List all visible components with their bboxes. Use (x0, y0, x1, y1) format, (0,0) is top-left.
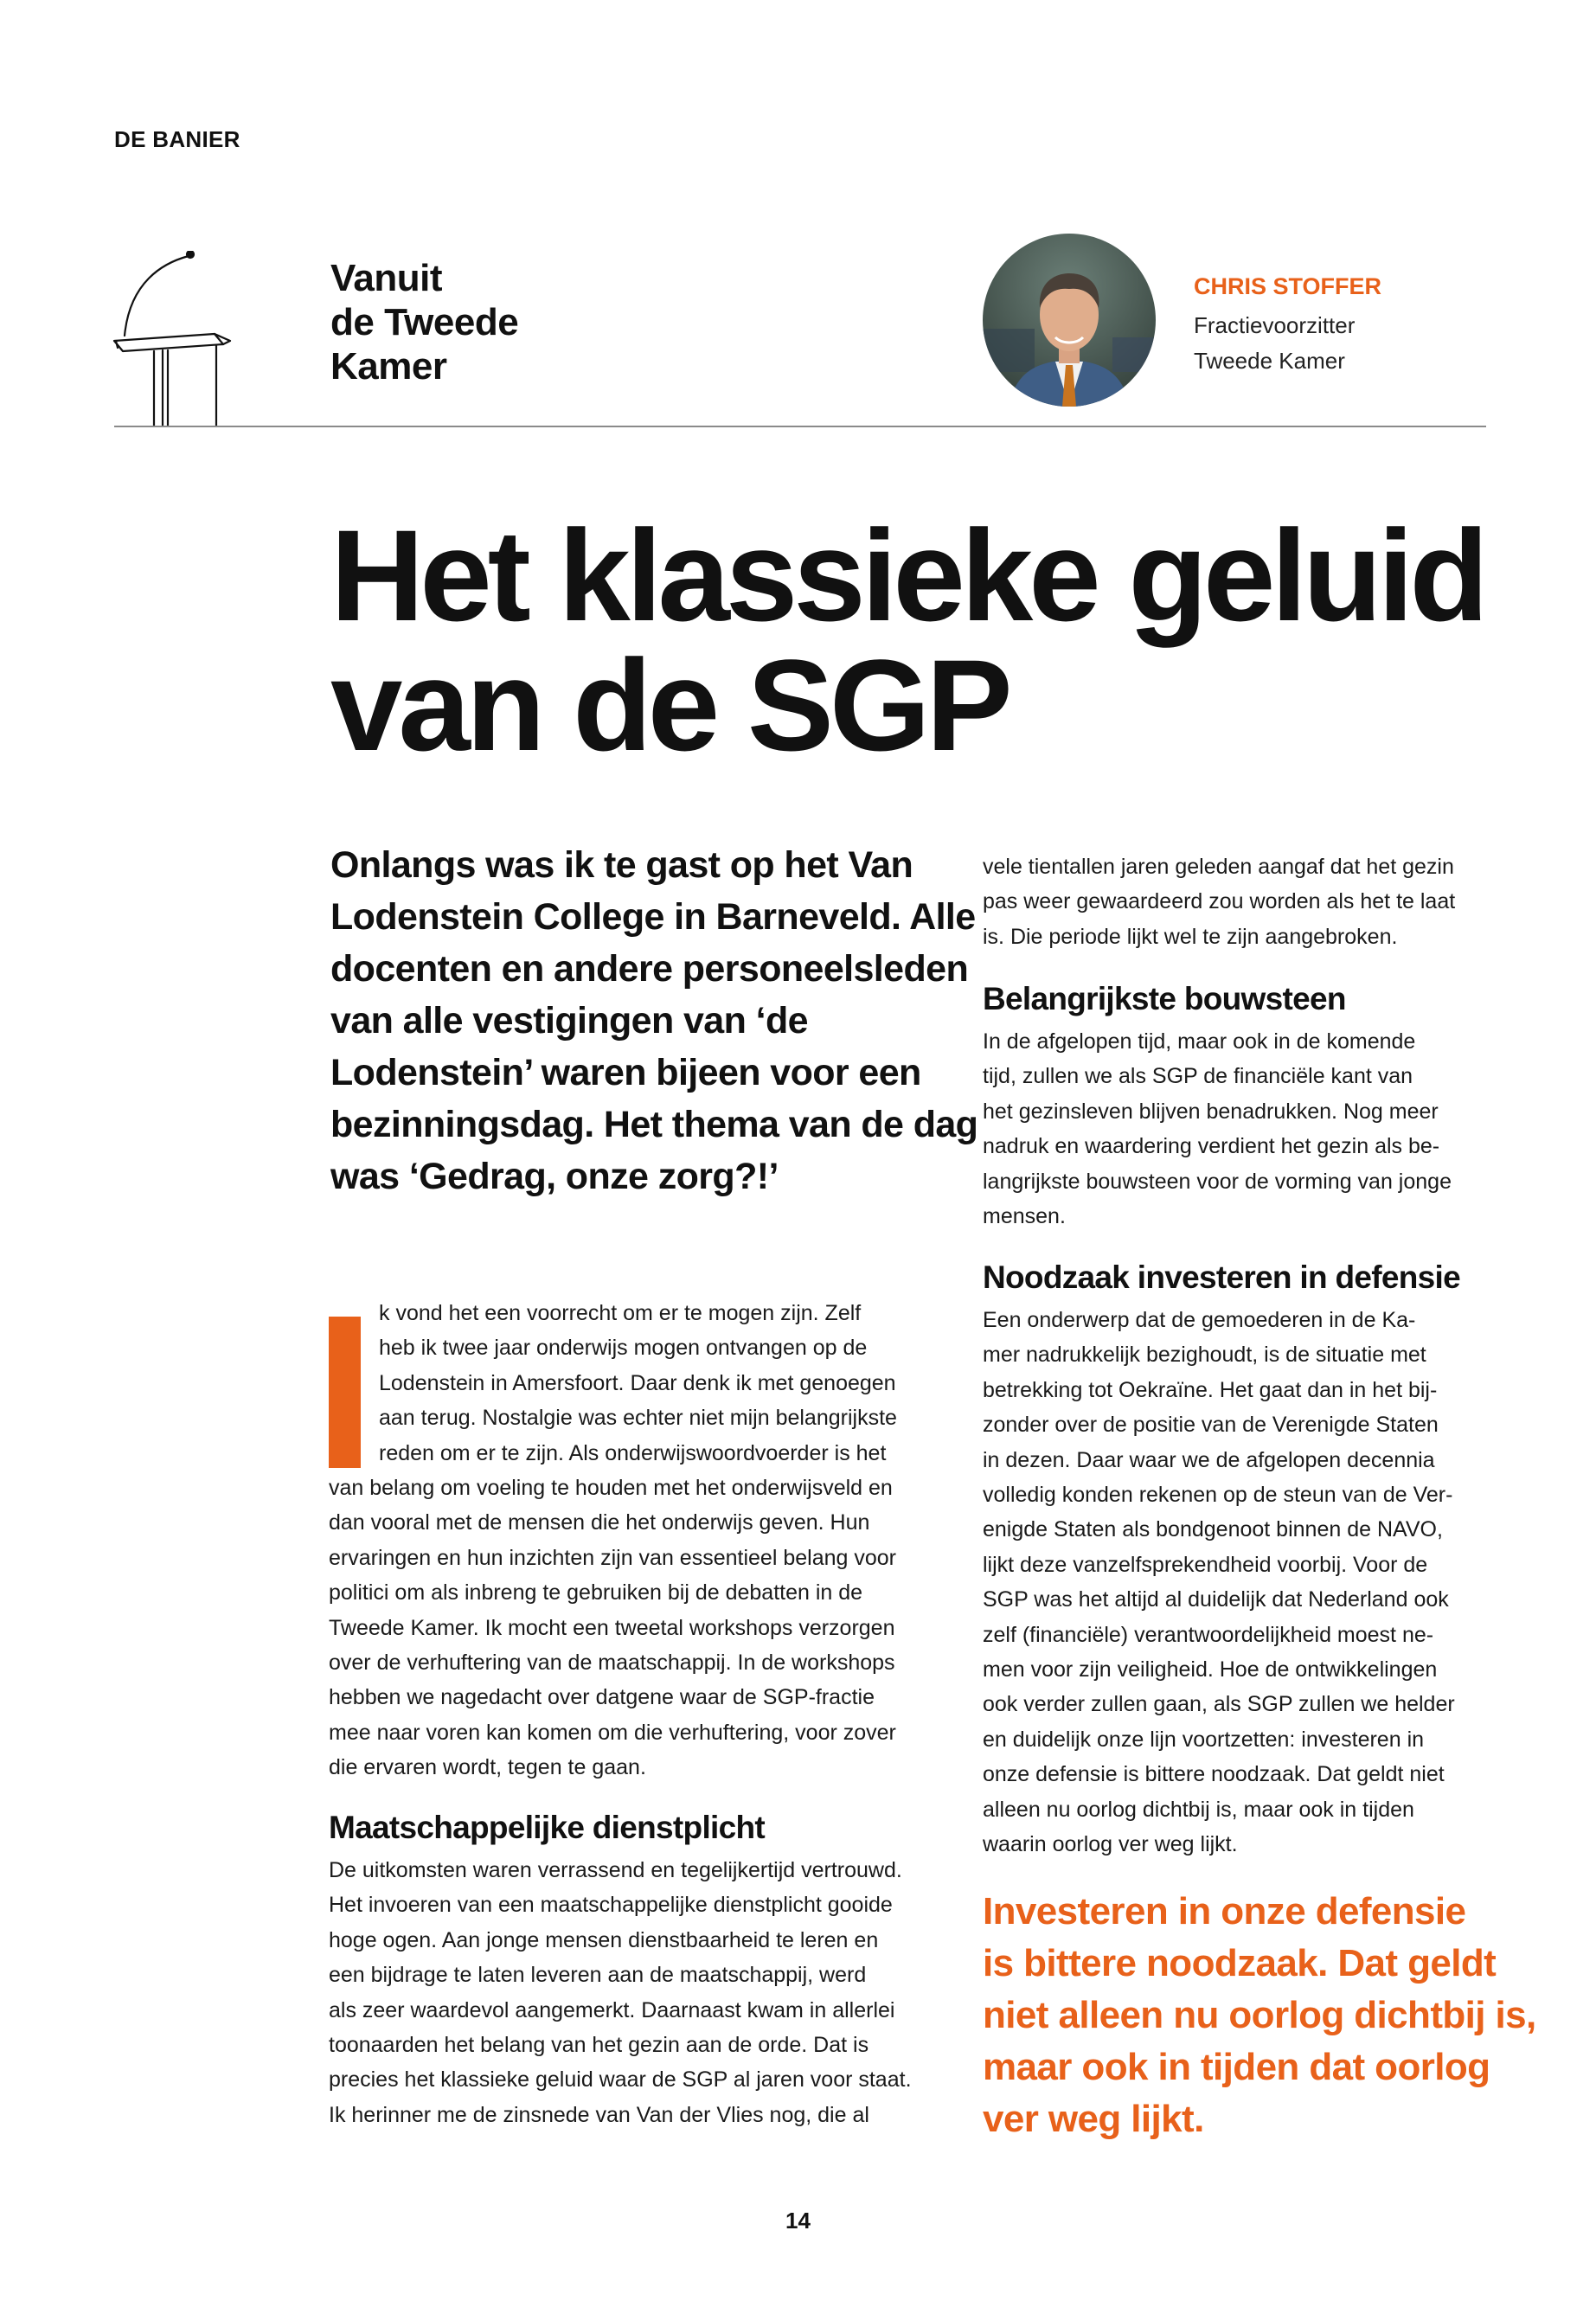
body-line: Een onderwerp dat de gemoederen in de Ka- (983, 1308, 1416, 1332)
body-line: hebben we nagedacht over datgene waar de SGP-fractie (329, 1685, 875, 1710)
subheading: Maatschappelijke dienstplicht (329, 1810, 766, 1845)
body-line: hoge ogen. Aan jonge mensen dienstbaarheid te leren en (329, 1927, 879, 1952)
body-line: over de verhuftering van de maatschappij. In de workshops (329, 1650, 895, 1676)
pull-quote-line: maar ook in tijden dat oorlog (983, 2046, 1490, 2088)
intro-line: docenten en andere personeelsleden (330, 948, 969, 990)
body-line: lijkt deze vanzelfsprekendheid voorbij. Voor de (983, 1552, 1428, 1577)
body-line: reden om er te zijn. Als onderwijswoordvoerder is het (379, 1440, 887, 1465)
article-intro (330, 839, 978, 1202)
body-line: politici om als inbreng te gebruiken bij de debatten in de (329, 1580, 863, 1606)
body-line: in dezen. Daar waar we de afgelopen decennia (983, 1447, 1435, 1472)
body-paragraph (983, 1303, 1455, 1862)
intro-line: Onlangs was ik te gast op het Van (330, 844, 913, 886)
body-line: tijd, zullen we als SGP de financiële kant van (983, 1064, 1413, 1089)
header-divider (114, 426, 1486, 427)
body-line: men voor zijn veiligheid. Hoe de ontwikkelingen (983, 1657, 1438, 1682)
body-line: toonaarden het belang van het gezin aan de orde. Dat is (329, 2033, 869, 2058)
subheading: Noodzaak investeren in defensie (983, 1259, 1460, 1295)
body-line: SGP was het altijd al duidelijk dat Nederland ook (983, 1587, 1449, 1612)
body-line: In de afgelopen tijd, maar ook in de komende (983, 1029, 1416, 1054)
body-line: vele tientallen jaren geleden aangaf dat het gezin (983, 855, 1454, 879)
author-role-line: Tweede Kamer (1194, 348, 1345, 374)
pull-quote-line: is bittere noodzaak. Dat geldt (983, 1942, 1497, 1984)
body-line: Het invoeren van een maatschappelijke dienstplicht gooide (329, 1893, 893, 1918)
body-line: ervaringen en hun inzichten zijn van essentieel belang voor (329, 1545, 896, 1570)
body-line: alleen nu oorlog dichtbij is, maar ook in tijden (983, 1797, 1414, 1822)
body-line: zelf (financiële) verantwoordelijkheid moest ne- (983, 1622, 1434, 1647)
body-line: Ik herinner me de zinsnede van Van der Vlies nog, die al (329, 2102, 869, 2127)
body-line: langrijkste bouwsteen voor de vorming van jonge (983, 1169, 1452, 1194)
body-line: Lodenstein in Amersfoort. Daar denk ik met genoegen (379, 1370, 896, 1395)
author-role (1194, 308, 1355, 379)
intro-line: van alle vestigingen van ‘de (330, 1000, 808, 1042)
pull-quote-line: ver weg lijkt. (983, 2098, 1204, 2140)
body-line: De uitkomsten waren verrassend en tegelijkertijd vertrouwd. (329, 1858, 902, 1882)
body-line: aan terug. Nostalgie was echter niet mijn belangrijkste (379, 1406, 897, 1431)
body-line: enigde Staten als bondgenoot binnen de NAVO, (983, 1517, 1443, 1542)
column-title-line: de Tweede (330, 301, 519, 343)
page-number: 14 (785, 2208, 811, 2234)
body-line: precies het klassieke geluid waar de SGP al jaren voor staat. (329, 2067, 912, 2093)
body-paragraph (329, 1471, 896, 1785)
dropcap-bar (329, 1317, 361, 1468)
subheading: Belangrijkste bouwsteen (983, 981, 1346, 1016)
body-line: Tweede Kamer. Ik mocht een tweetal workshops verzorgen (329, 1615, 895, 1640)
body-line: volledig konden rekenen op de steun van de Ver- (983, 1483, 1453, 1508)
body-line: betrekking tot Oekraïne. Het gaat dan in het bij- (983, 1377, 1438, 1402)
running-head: DE BANIER (114, 126, 240, 152)
body-line: een bijdrage te laten leveren aan de maatschappij, werd (329, 1963, 867, 1988)
intro-line: Lodenstein College in Barneveld. Alle (330, 896, 976, 938)
column-title-line: Vanuit (330, 257, 443, 299)
body-line: k vond het een voorrecht om er te mogen zijn. Zelf (379, 1301, 862, 1325)
body-line: het gezinsleven blijven benadrukken. Nog meer (983, 1099, 1439, 1124)
body-paragraph (329, 1853, 912, 2132)
dropcap-paragraph (379, 1296, 897, 1471)
pull-quote-line: niet alleen nu oorlog dichtbij is, (983, 1994, 1536, 2036)
body-line: als zeer waardevol aangemerkt. Daarnaast kwam in allerlei (329, 1997, 895, 2022)
body-paragraph (983, 849, 1455, 954)
intro-line: Lodenstein’ waren bijeen voor een (330, 1052, 921, 1093)
body-line: mer nadrukkelijk bezighoudt, is de situatie met (983, 1343, 1426, 1368)
headline-line: Het klassieke geluid (330, 503, 1485, 648)
author-portrait (983, 234, 1156, 407)
intro-line: was ‘Gedrag, onze zorg?!’ (330, 1156, 779, 1197)
body-line: en duidelijk onze lijn voortzetten: investeren in (983, 1727, 1425, 1752)
body-line: zonder over de positie van de Verenigde Staten (983, 1413, 1439, 1438)
body-line: dan vooral met de mensen die het onderwijs geven. Hun (329, 1510, 870, 1535)
body-line: mensen. (983, 1204, 1066, 1229)
body-line: onze defensie is bittere noodzaak. Dat geldt niet (983, 1762, 1445, 1787)
lectern-microphone-icon (111, 251, 237, 426)
body-line: waarin oorlog ver weg lijkt. (983, 1832, 1238, 1857)
body-line: nadruk en waardering verdient het gezin als be- (983, 1134, 1440, 1159)
body-line: ook verder zullen gaan, als SGP zullen we helder (983, 1692, 1455, 1717)
pull-quote (983, 1886, 1536, 2145)
headline-line: van de SGP (330, 632, 1009, 778)
body-line: van belang om voeling te houden met het onderwijsveld en (329, 1476, 893, 1500)
body-line: pas weer gewaardeerd zou worden als het te laat (983, 889, 1456, 914)
body-line: die ervaren wordt, tegen te gaan. (329, 1755, 646, 1780)
pull-quote-line: Investeren in onze defensie (983, 1890, 1466, 1932)
body-line: mee naar voren kan komen om die verhuftering, voor zover (329, 1720, 896, 1745)
author-name: CHRIS STOFFER (1194, 273, 1382, 299)
intro-line: bezinningsdag. Het thema van de dag (330, 1104, 978, 1145)
body-line: is. Die periode lijkt wel te zijn aangebroken. (983, 924, 1398, 949)
body-paragraph (983, 1024, 1452, 1234)
author-role-line: Fractievoorzitter (1194, 312, 1356, 338)
column-title-line: Kamer (330, 345, 447, 388)
body-line: heb ik twee jaar onderwijs mogen ontvangen op de (379, 1336, 868, 1361)
article-headline (330, 503, 1490, 778)
column-title (330, 256, 518, 388)
